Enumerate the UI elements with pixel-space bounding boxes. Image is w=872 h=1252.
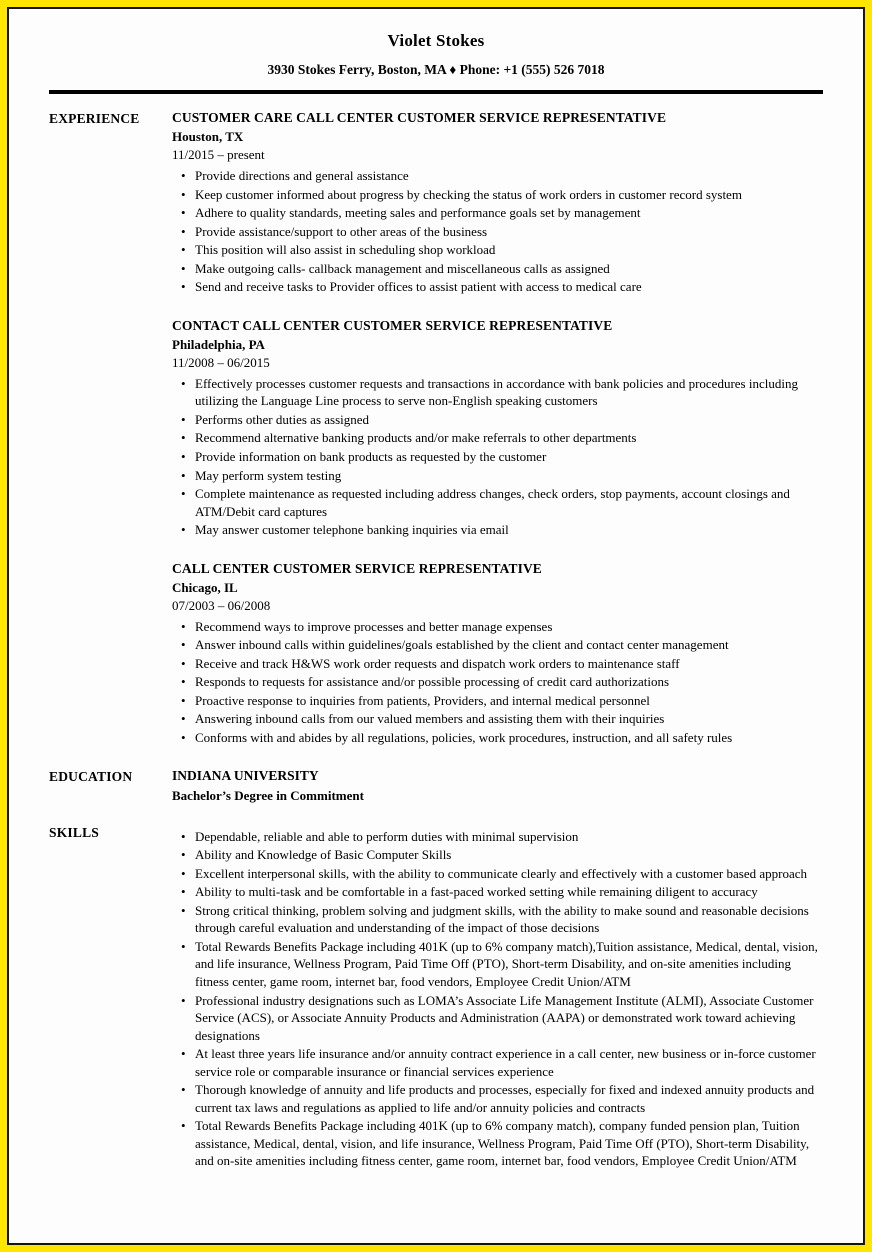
bullet-item: • Receive and track H&WS work order requests and dispatch work orders to maintenance staff (172, 655, 823, 673)
bullet-item: • Professional industry designations such as LOMA’s Associate Life Management Institute (ALMI), Associate Customer Service (ACS), or Associate Annuity Products and Administration (AAPA) or demonstrated work toward achieving designations (172, 992, 823, 1045)
bullet-item: • Effectively processes customer requests and transactions in accordance with bank policies and procedures including utilizing the Language Line process to serve non-English speaking customers (172, 375, 823, 410)
bullet-item: • Recommend ways to improve processes and better manage expenses (172, 618, 823, 636)
job-location: Philadelphia, PA (172, 336, 265, 352)
job-title: CALL CENTER CUSTOMER SERVICE REPRESENTATIVE (172, 560, 542, 576)
header-divider (49, 90, 823, 94)
skills-label: SKILLS (49, 824, 99, 840)
experience-section (49, 110, 823, 748)
job-location: Houston, TX (172, 129, 244, 144)
education-content (172, 768, 823, 804)
bullet-item: • Keep customer informed about progress by checking the status of work orders in customer record system (172, 186, 823, 204)
bullet-item: • This position will also assist in scheduling shop workload (172, 241, 823, 259)
education-section (49, 768, 823, 804)
job-dates: 11/2015 – present (172, 147, 265, 162)
bullet-item: • Proactive response to inquiries from patients, Providers, and internal medical personnel (172, 692, 823, 710)
candidate-name: Violet Stokes (387, 31, 485, 50)
bullet-item: • Responds to requests for assistance and/or possible processing of credit card authorizations (172, 673, 823, 691)
bullet-item: • Excellent interpersonal skills, with the ability to communicate clearly and effectively with a customer based approach (172, 865, 823, 883)
bullet-item: • Recommend alternative banking products and/or make referrals to other departments (172, 429, 823, 447)
job-location: Chicago, IL (172, 579, 238, 595)
degree-name: Bachelor’s Degree in Commitment (172, 787, 364, 803)
bullet-item: • Performs other duties as assigned (172, 411, 823, 429)
bullet-item: • Answering inbound calls from our valued members and assisting them with their inquiries (172, 710, 823, 728)
job-dates: 07/2003 – 06/2008 (172, 597, 271, 613)
education-label: EDUCATION (49, 768, 133, 784)
job-title: CUSTOMER CARE CALL CENTER CUSTOMER SERVICE REPRESENTATIVE (172, 110, 667, 125)
bullet-item: • Ability and Knowledge of Basic Computer Skills (172, 846, 823, 864)
job-title: CONTACT CALL CENTER CUSTOMER SERVICE REPRESENTATIVE (172, 317, 613, 333)
bullet-item: • Send and receive tasks to Provider offices to assist patient with access to medical care (172, 278, 823, 296)
job-bullet-list (172, 618, 823, 747)
contact-line: 3930 Stokes Ferry, Boston, MA ♦ Phone: +1 (555) 526 7018 (267, 62, 605, 77)
job-entry (172, 110, 823, 296)
bullet-item: • Strong critical thinking, problem solving and judgment skills, with the ability to make sound and reasonable decisions through careful evaluation and understanding of the impact of those decisions (172, 902, 823, 937)
bullet-item: • Provide assistance/support to other areas of the business (172, 223, 823, 241)
job-entry (172, 318, 823, 539)
bullet-item: • Thorough knowledge of annuity and life products and processes, especially for fixed and indexed annuity products and current tax laws and regulations as applied to life and/or annuity policies and contracts (172, 1081, 823, 1116)
skills-bullet-list (172, 828, 823, 1170)
bullet-item: • Answer inbound calls within guidelines/goals established by the client and contact center management (172, 636, 823, 654)
job-entry (172, 561, 823, 747)
experience-content (172, 110, 823, 748)
bullet-item: • Total Rewards Benefits Package including 401K (up to 6% company match),Tuition assistance, Medical, dental, vision, and life insurance, Wellness Program, Paid Time Off (PTO), Short-term Disability, and on-site amenities including fitness center, game room, internet bar, food vendors, Employee Credit Union/ATM (172, 938, 823, 991)
bullet-item: • Make outgoing calls- callback management and miscellaneous calls as assigned (172, 260, 823, 278)
experience-label: EXPERIENCE (49, 111, 140, 126)
job-dates: 11/2008 – 06/2015 (172, 354, 270, 370)
bullet-item: • Dependable, reliable and able to perform duties with minimal supervision (172, 828, 823, 846)
bullet-item: • May answer customer telephone banking inquiries via email (172, 521, 823, 539)
bullet-item: • Total Rewards Benefits Package including 401K (up to 6% company match), company funded pension plan, Tuition assistance, Medical, dental, vision, and life insurance, Wellness Program, Paid Time Off (PTO), Short-term Disability, and on-site amenities including fitness center, game room, internet bar, food vendors, Employee Credit Union/ATM (172, 1117, 823, 1170)
bullet-item: • Adhere to quality standards, meeting sales and performance goals set by management (172, 204, 823, 222)
skills-section (49, 824, 823, 1171)
job-bullet-list (172, 375, 823, 539)
school-name: INDIANA UNIVERSITY (172, 767, 319, 783)
skills-content (172, 824, 823, 1171)
bullet-item: • Complete maintenance as requested including address changes, check orders, stop payments, account closings and ATM/Debit card captures (172, 485, 823, 520)
resume-header (49, 31, 823, 94)
bullet-item: • Provide directions and general assistance (172, 167, 823, 185)
bullet-item: • Ability to multi-task and be comfortable in a fast-paced worked setting while remaining diligent to accuracy (172, 883, 823, 901)
bullet-item: • At least three years life insurance and/or annuity contract experience in a call center, new business or in-force customer service role or comparable insurance or financial services experience (172, 1045, 823, 1080)
resume-page (7, 7, 865, 1245)
bullet-item: • Provide information on bank products as requested by the customer (172, 448, 823, 466)
bullet-item: • Conforms with and abides by all regulations, policies, work procedures, instruction, and all safety rules (172, 729, 823, 747)
job-bullet-list (172, 167, 823, 296)
bullet-item: • May perform system testing (172, 467, 823, 485)
